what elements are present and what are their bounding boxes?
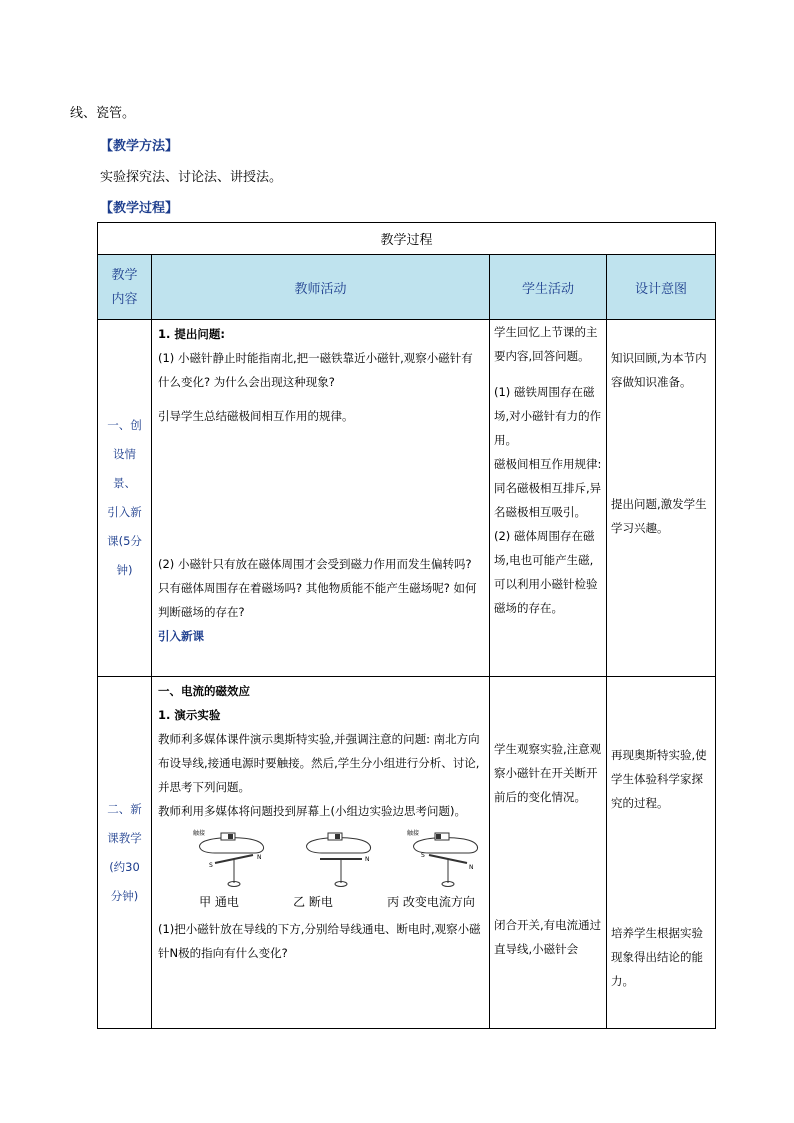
stage-line: 钟) xyxy=(116,563,133,577)
raise-question-title: 1. 提出问题: xyxy=(158,327,225,341)
table-title: 教学过程 xyxy=(98,223,716,255)
header-content-line2: 内容 xyxy=(111,292,138,307)
question-1: (1) 小磁针静止时能指南北,把一磁铁靠近小磁针,观察小磁针有什么变化? 为什么会出现这种现象? xyxy=(158,351,473,389)
guide-text: 引导学生总结磁极间相互作用的规律。 xyxy=(158,409,354,423)
table-row xyxy=(98,677,716,1029)
teacher-activity-cell-1 xyxy=(152,320,490,677)
header-design-intent: 设计意图 xyxy=(607,255,716,320)
touch-label: 触接 xyxy=(193,830,206,837)
teacher-activity-cell-2 xyxy=(152,677,490,1029)
question-2: (2) 小磁针只有放在磁体周围才会受到磁力作用而发生偏转吗? 只有磁体周围存在着磁场吗? 其他物质能不能产生磁场呢? 如何判断磁场的存在? xyxy=(158,557,477,619)
figure-reverse-current xyxy=(399,823,491,891)
svg-text:N: N xyxy=(468,864,474,871)
intro-line: 线、瓷管。 xyxy=(70,106,136,121)
table-row xyxy=(98,320,716,677)
header-student-activity: 学生活动 xyxy=(490,255,607,320)
stage-line: 分钟) xyxy=(110,888,139,903)
stage-line: 一、创 xyxy=(107,418,142,432)
design-intent-cell-2 xyxy=(607,677,716,1029)
svg-text:S: S xyxy=(420,852,425,859)
student-answer-3: (2) 磁体周围存在磁场,电也可能产生磁,可以利用小磁针检验磁场的存在。 xyxy=(494,529,598,615)
teaching-method-heading: 【教学方法】 xyxy=(100,139,179,154)
intent-4: 培养学生根据实验现象得出结论的能力。 xyxy=(611,926,703,988)
stage-cell-2 xyxy=(98,677,152,1029)
intent-2: 提出问题,激发学生学习兴趣。 xyxy=(611,497,707,535)
stage-line: 课教学 xyxy=(107,830,142,845)
student-activity-cell-2 xyxy=(490,677,607,1029)
table-header-row xyxy=(98,255,716,320)
student-answer-2: 磁极间相互作用规律: 同名磁极相互排斥,异名磁极相互吸引。 xyxy=(494,457,602,519)
figure-labels xyxy=(172,891,502,913)
oersted-figures xyxy=(178,823,498,891)
projection-paragraph: 教师利用多媒体将问题投到屏幕上(小组边实验边思考问题)。 xyxy=(158,804,466,818)
figure-power-on xyxy=(185,823,277,891)
student-close-switch: 闭合开关,有电流通过直导线,小磁针会 xyxy=(494,918,602,956)
student-answer-1: (1) 磁铁周围存在磁场,对小磁针有力的作用。 xyxy=(494,385,602,447)
stage-line: 课(5分 xyxy=(107,534,142,548)
intent-3: 再现奥斯特实验,使学生体验科学家探究的过程。 xyxy=(611,748,707,810)
stage-line: 设情景、 xyxy=(113,447,136,490)
figure-label-on: 甲 通电 xyxy=(199,895,239,909)
student-answer-0: 学生回忆上节课的主要内容,回答问题。 xyxy=(494,325,598,363)
figure-label-reverse: 丙 改变电流方向 xyxy=(387,895,475,909)
svg-text:S: S xyxy=(209,862,214,869)
svg-text:N: N xyxy=(364,856,370,863)
introduce-lesson: 引入新课 xyxy=(158,629,204,643)
demo-paragraph: 教师利多媒体课件演示奥斯特实验,并强调注意的问题: 南北方向布设导线,接通电源时要触接。然后,学生分小组进行分析、讨论,并思考下列问题。 xyxy=(158,732,480,794)
header-teacher-activity: 教师活动 xyxy=(152,255,490,320)
design-intent-cell-1 xyxy=(607,320,716,677)
stage-line: (约30 xyxy=(109,859,140,874)
figure-label-off: 乙 断电 xyxy=(293,895,333,909)
teaching-method-text: 实验探究法、讨论法、讲授法。 xyxy=(100,170,283,185)
header-content xyxy=(98,255,152,320)
oersted-setup-diagram-icon xyxy=(399,823,491,891)
oersted-setup-diagram-icon xyxy=(292,823,384,891)
teaching-process-table xyxy=(97,222,716,1029)
teaching-process-heading: 【教学过程】 xyxy=(100,201,179,216)
svg-text:N: N xyxy=(257,854,262,861)
experiment-question-1: (1)把小磁针放在导线的下方,分别给导线通电、断电时,观察小磁针N极的指向有什么变化? xyxy=(158,922,481,960)
student-activity-cell-1 xyxy=(490,320,607,677)
intent-1: 知识回顾,为本节内容做知识准备。 xyxy=(611,351,707,389)
demo-experiment-heading: 1. 演示实验 xyxy=(158,708,221,722)
student-observe: 学生观察实验,注意观察小磁针在开关断开前后的变化情况。 xyxy=(494,742,602,804)
section-heading: 一、电流的磁效应 xyxy=(158,684,250,698)
stage-cell-1 xyxy=(98,320,152,677)
header-content-line1: 教学 xyxy=(111,268,138,283)
oersted-setup-diagram-icon xyxy=(185,823,277,891)
figure-power-off xyxy=(292,823,384,891)
stage-line: 二、新 xyxy=(107,801,142,816)
stage-line: 引入新 xyxy=(107,505,142,519)
touch-label: 触接 xyxy=(406,830,419,837)
